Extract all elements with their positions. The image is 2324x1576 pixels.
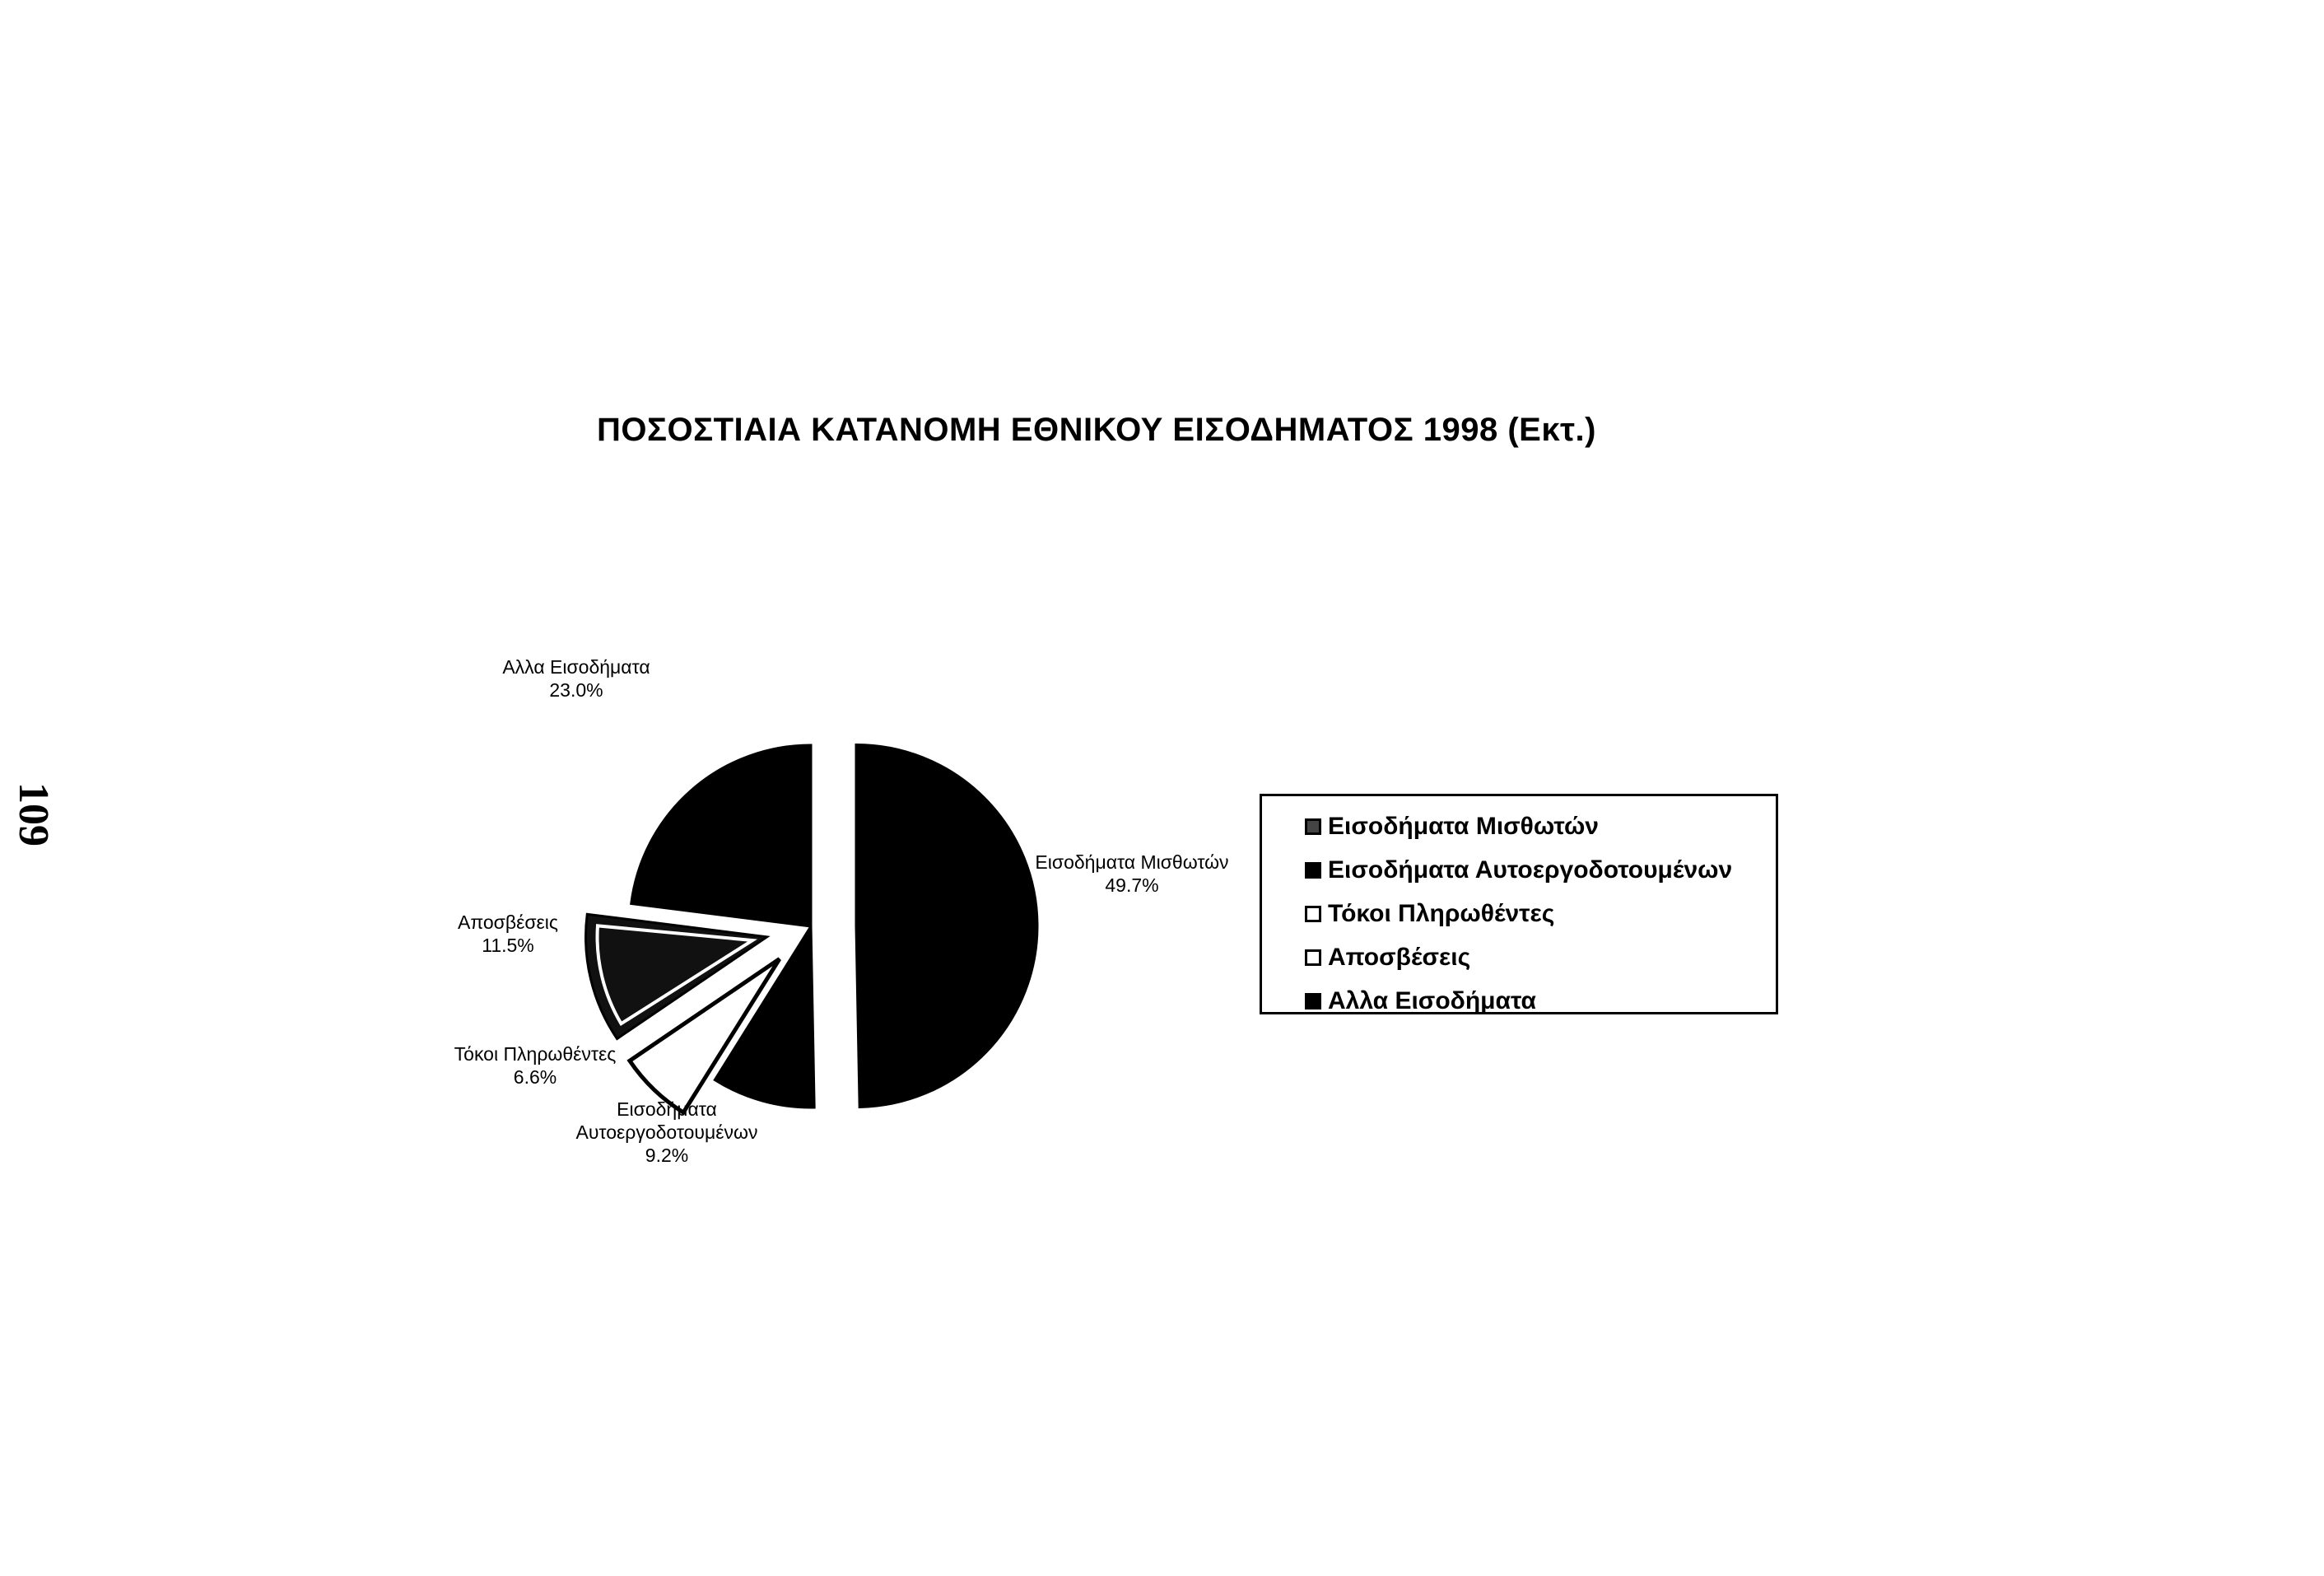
- legend-swatch: [1305, 862, 1321, 879]
- legend-label: Εισοδήματα Μισθωτών: [1328, 812, 1599, 840]
- page-number: 109: [10, 782, 57, 846]
- slice-label: [458, 912, 558, 956]
- chart-title: ΠΟΣΟΣΤΙΑΙΑ ΚΑΤΑΝΟΜΗ ΕΘΝΙΚΟΥ ΕΙΣΟΔΗΜΑΤΟΣ 1998 (Εκτ.): [597, 412, 1596, 448]
- legend-item: [1305, 848, 1776, 892]
- legend-label: Εισοδήματα Αυτοεργοδοτουμένων: [1328, 856, 1733, 884]
- slice-value-label: 9.2%: [645, 1145, 689, 1166]
- slice-value-label: 11.5%: [482, 935, 534, 956]
- slice-value-label: 6.6%: [513, 1066, 557, 1088]
- slice-label: [576, 1098, 758, 1166]
- legend-label: Αποσβέσεις: [1328, 943, 1471, 971]
- slice-name-label: Αλλα Εισοδήματα: [502, 656, 650, 678]
- slice-name-label: Αποσβέσεις: [458, 912, 558, 933]
- slice-label: [502, 656, 650, 701]
- slice-label: [454, 1043, 617, 1088]
- slice-name-label: Εισοδήματα Μισθωτών: [1035, 851, 1229, 873]
- slice-name-label: Τόκοι Πληρωθέντες: [454, 1043, 617, 1065]
- legend-swatch: [1305, 906, 1321, 922]
- slice-name-label: Εισοδήματα: [617, 1098, 717, 1120]
- legend-label: Τόκοι Πληρωθέντες: [1328, 899, 1555, 927]
- legend-item: [1305, 979, 1776, 1023]
- slice-label: [1035, 851, 1228, 896]
- slice-value-label: 23.0%: [549, 679, 603, 701]
- slice-name-label: Αυτοεργοδοτουμένων: [575, 1121, 758, 1143]
- legend-item: [1305, 935, 1776, 979]
- legend-item: [1305, 892, 1776, 935]
- slice-value-label: 49.7%: [1105, 874, 1159, 896]
- chart-legend: [1260, 794, 1778, 1014]
- pie-slice: [631, 745, 811, 926]
- legend-item: [1305, 804, 1776, 848]
- legend-swatch: [1305, 993, 1321, 1009]
- pie-slice: [856, 744, 1037, 1107]
- legend-label: Αλλα Εισοδήματα: [1328, 986, 1536, 1014]
- legend-swatch: [1305, 949, 1321, 966]
- legend-swatch: [1305, 818, 1321, 835]
